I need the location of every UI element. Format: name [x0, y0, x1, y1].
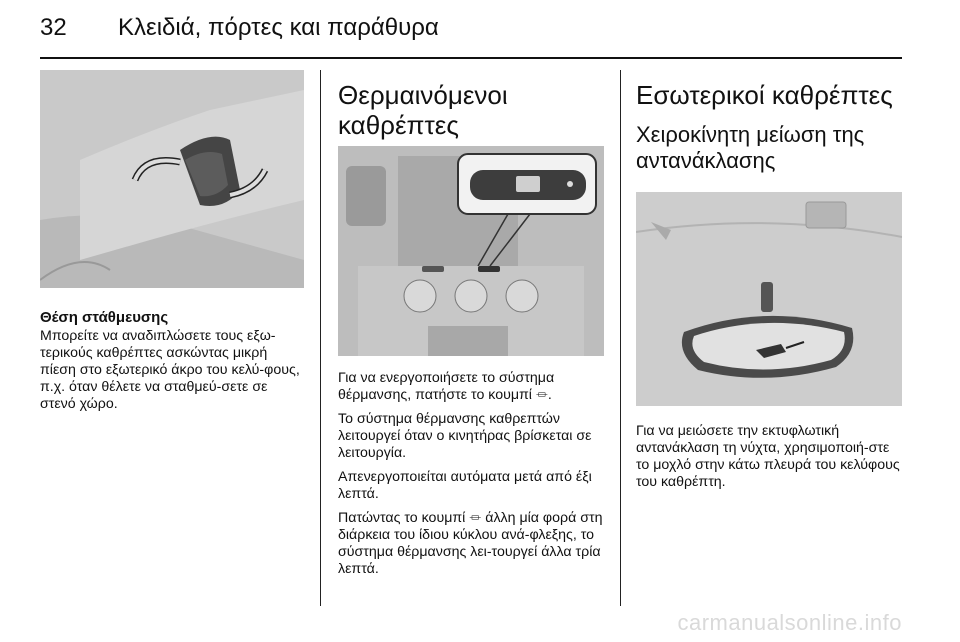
column-divider [320, 70, 321, 606]
parking-position-heading: Θέση στάθμευσης [40, 309, 169, 326]
heated-mirrors-operation-text: Το σύστημα θέρμανσης καθρεπτών λειτουργεί όταν ο κινητήρας βρίσκεται σε λειτουργία. [338, 411, 592, 461]
chapter-title: Κλειδιά, πόρτες και παράθυρα [118, 14, 439, 41]
heated-mirrors-auto-off-text: Απενεργοποιείται αυτόματα μετά από έξι λεπτά. [338, 469, 592, 502]
parking-position-text: Μπορείτε να αναδιπλώσετε τους εξω-τερικούς καθρέπτες ασκώντας μικρή πίεση στο εξωτερικό άκρο του κελύ-φους, π.χ. όταν θέλετε να σταθμεύ-σετε σε στενό χώρο. [40, 328, 300, 412]
folded-mirror-illustration [40, 70, 304, 288]
page-number: 32 [40, 14, 67, 41]
heated-mirror-button-illustration [338, 146, 604, 356]
heated-mirror-button-icon: ⏛ [469, 511, 482, 525]
heated-mirrors-heading: Θερμαινόμενοι καθρέπτες [338, 80, 508, 140]
column-interior-mirrors [636, 70, 902, 491]
watermark: carmanualsonline.info [677, 610, 902, 635]
heated-mirrors-repeat-text: Πατώντας το κουμπί ⏛ άλλη μία φορά στη διάρκεια του ίδιου κύκλου ανά-φλεξης, το σύστημα θέρμανσης λει-τουργεί άλλα τρία λεπτά. [338, 510, 603, 577]
anti-dazzle-subheading: Χειροκίνητη μείωση της αντανάκλασης [636, 122, 865, 173]
heated-mirror-button-icon: ⏛ [535, 388, 548, 402]
column-divider [620, 70, 621, 606]
column-heated-mirrors [338, 70, 604, 578]
heated-mirrors-activate-text: Για να ενεργοποιήσετε το σύστημα θέρμανσης, πατήστε το κουμπί ⏛. [338, 370, 555, 403]
header-rule [40, 57, 902, 59]
column-parking-position [40, 70, 304, 413]
anti-dazzle-text: Για να μειώσετε την εκτυφλωτική αντανάκλαση τη νύχτα, χρησιμοποιή-στε το μοχλό στην κάτω πλευρά του κελύφους του καθρέπτη. [636, 423, 900, 490]
interior-mirror-illustration [636, 192, 902, 406]
interior-mirrors-heading: Εσωτερικοί καθρέπτες [636, 80, 893, 110]
